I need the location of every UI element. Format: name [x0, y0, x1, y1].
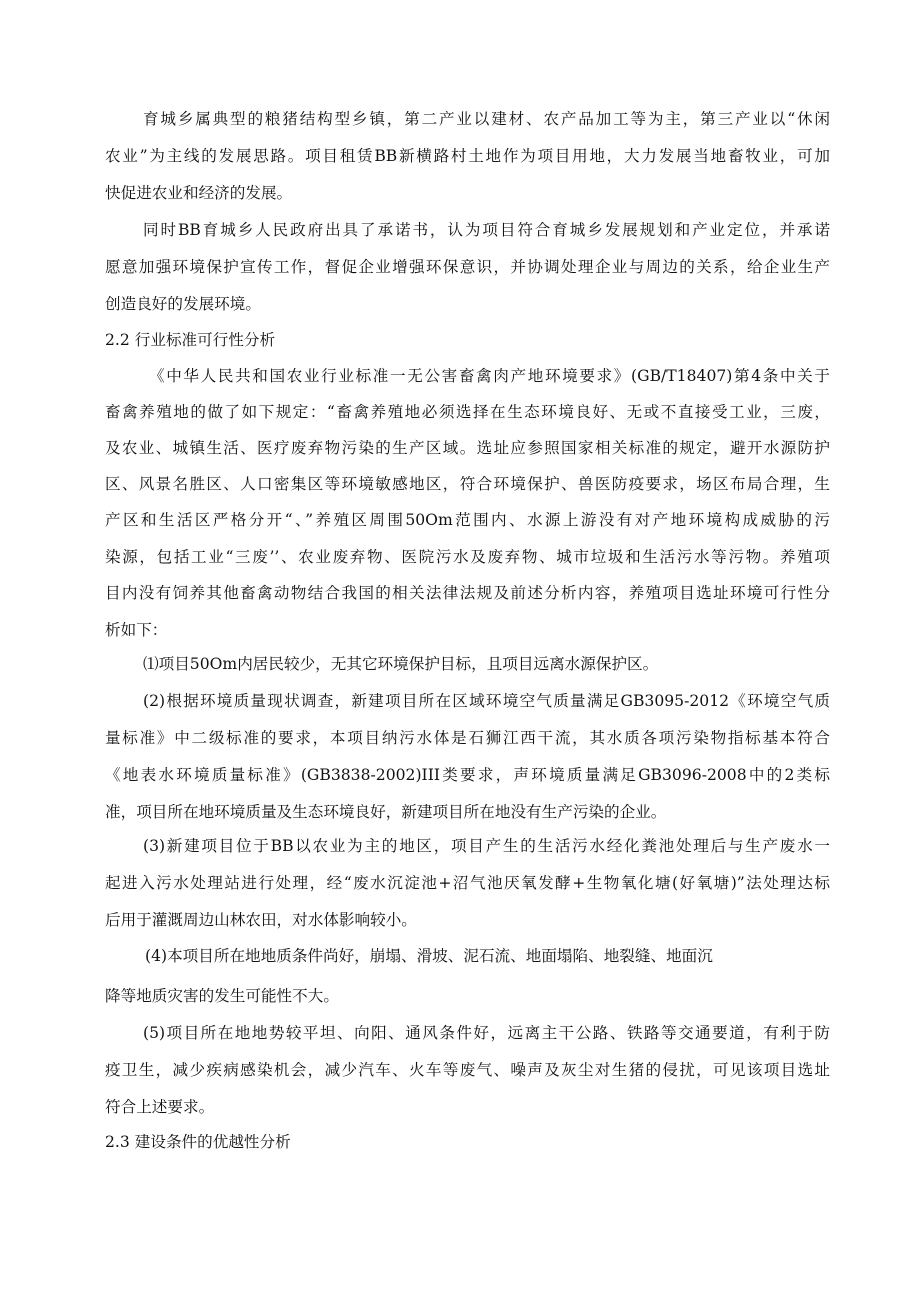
text-line: (5)项目所在地地势较平坦、向阳、通风条件好，远离主干公路、铁路等交通要道，有利于防 — [143, 1024, 830, 1042]
text-line: 量标准》中二级标准的要求，本项目纳污水体是石狮江西干流，其水质各项污染物指标基本符合 — [105, 729, 830, 747]
text-line: 及农业、城镇生活、医疗废弃物污染的生产区域。选址应参照国家相关标准的规定，避开水源防护 — [105, 439, 830, 457]
text-line: 析如下： — [105, 621, 168, 639]
text-line: 育城乡属典型的粮猪结构型乡镇，第二产业以建材、农产品加工等为主，第三产业以“休闲 — [143, 110, 830, 128]
heading-text: 2.3 建设条件的优越性分析 — [105, 1133, 291, 1151]
text-line: 染源，包括工业“三废’’、农业废弃物、医院污水及废弃物、城市垃圾和生活污水等污物。养殖项 — [105, 548, 830, 566]
text-line: ⑴项目50Om内居民较少，无其它环境保护目标，且项目远离水源保护区。 — [143, 655, 659, 673]
text-line: 《地表水环境质量标准》(GB3838-2002)III类要求，声环境质量满足GB3096-2008中的2类标 — [105, 766, 830, 784]
text-line: 愿意加强环境保护宣传工作，督促企业增强环保意识，并协调处理企业与周边的关系，给企业生产 — [105, 258, 830, 276]
text-line: 疫卫生，减少疾病感染机会，减少汽车、火车等废气、噪声及灰尘对生猪的侵扰，可见该项目选址 — [105, 1061, 830, 1079]
text-line: 《中华人民共和国农业行业标准一无公害畜禽肉产地环境要求》(GB/T18407)第4条中关于 — [149, 367, 830, 385]
text-line: 创造良好的发展环境。 — [105, 295, 261, 313]
text-line: (4)本项目所在地地质条件尚好，崩塌、滑坡、泥石流、地面塌陷、地裂缝、地面沉 — [145, 947, 713, 965]
text-line: 快促进农业和经济的发展。 — [105, 184, 293, 202]
text-line: 同时BB育城乡人民政府出具了承诺书，认为项目符合育城乡发展规划和产业定位，并承诺 — [143, 221, 830, 239]
text-line: 区、风景名胜区、人口密集区等环境敏感地区，符合环境保护、兽医防疫要求，场区布局合理，生 — [105, 475, 830, 493]
text-line: 起进入污水处理站进行处理，经“废水沉淀池+沼气池厌氧发酵+生物氧化塘(好氧塘)”法处理达标 — [105, 874, 830, 892]
heading-text: 2.2 行业标准可行性分析 — [105, 331, 276, 349]
text-line: 农业”为主线的发展思路。项目租赁BB新横路村土地作为项目用地，大力发展当地畜牧业，可加 — [105, 147, 830, 165]
text-line: 降等地质灾害的发生可能性不大。 — [105, 987, 339, 1005]
text-line: 后用于灌溉周边山林农田，对水体影响较小。 — [105, 911, 417, 929]
text-line: (2)根据环境质量现状调查，新建项目所在区域环境空气质量满足GB3095-2012《环境空气质 — [143, 692, 830, 710]
text-line: 准，项目所在地环境质量及生态环境良好，新建项目所在地没有生产污染的企业。 — [105, 803, 667, 821]
text-line: 畜禽养殖地的做了如下规定：“畜禽养殖地必须选择在生态环境良好、无或不直接受工业，三废， — [105, 403, 830, 421]
text-line: 产区和生活区严格分开“、”养殖区周围50Om范围内、水源上游没有对产地环境构成威胁的污 — [105, 511, 830, 529]
text-line: 目内没有饲养其他畜禽动物结合我国的相关法律法规及前述分析内容，养殖项目选址环境可行性分 — [105, 584, 830, 602]
text-line: (3)新建项目位于BB以农业为主的地区，项目产生的生活污水经化粪池处理后与生产废水一 — [143, 837, 830, 855]
text-line: 符合上述要求。 — [105, 1098, 215, 1116]
